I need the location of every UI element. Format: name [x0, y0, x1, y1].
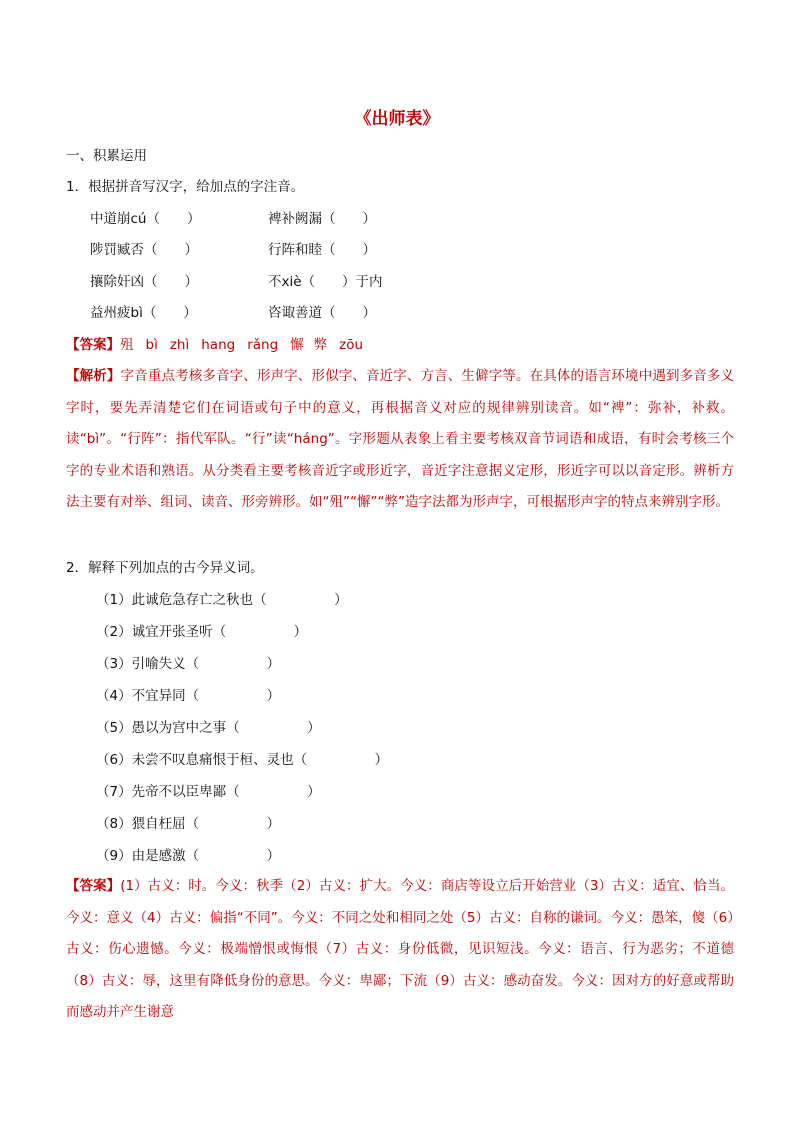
answer-value: bì [145, 337, 158, 353]
question-2-text: 2．解释下列加点的古今异义词。 [66, 560, 264, 576]
section-heading: 一、积累运用 [66, 148, 147, 164]
q1-item: 裨补阙漏（ ） [268, 211, 376, 227]
answer-value: 弊 [313, 337, 328, 353]
answer-value: 殂 [120, 337, 134, 353]
q1-item: 陟罚臧否（ ） [90, 242, 198, 258]
answer-text: (1）古义：时。今义：秋季（2）古义：扩大。今义：商店等设立后开始营业（3）古义：适宜、恰当。今义：意义（4）古义：偏指“不同”。今义：不同之处和相同之处（5）古义：自称的谦词。今义：愚笨，傻（6）古义：伤心遗憾。今义：极端憎恨或悔恨（7）古义：身份低微，见识短浅。今义：语言、行为恶劣；不道德（8）古义：辱，这里有降低身份的意思。今义：卑鄙；下流（9）古义：感动奋发。今义：因对方的好意或帮助而感动并产生谢意 [66, 878, 734, 1021]
q2-item: （9）由是感激（ ） [96, 848, 281, 864]
q2-item: （6）未尝不叹息痛恨于桓、灵也（ ） [96, 752, 389, 768]
q2-item: （3）引喻失义（ ） [96, 656, 281, 672]
q2-item: （7）先帝不以臣卑鄙（ ） [96, 784, 321, 800]
q2-item: （4）不宜异同（ ） [96, 688, 281, 704]
analysis-text: 字音重点考核多音字、形声字、形似字、音近字、方言、生僻字等。在具体的语言环境中遇到多音多义字时，要先弄清楚它们在词语或句子中的意义，再根据音义对应的规律辨别读音。如“裨”：弥补，补救。读“bì”。“行阵”：指代军队。“行”读“háng”。字形题从表象上看主要考核双音节词语和成语，有时会考核三个字的专业术语和熟语。从分类看主要考核音近字或形近字，音近字注意据义定形，形近字可以以音定形。辨析方法主要有对举、组词、读音、形旁辨形。如“殂”“懈”“弊”造字法都为形声字，可根据形声字的特点来辨别字形。 [66, 368, 735, 511]
answer-tag: 【答案】 [66, 337, 120, 353]
q1-item: 行阵和睦（ ） [268, 242, 376, 258]
page-title: 《出师表》 [354, 109, 440, 129]
q2-item: （8）猥自枉屈（ ） [96, 816, 281, 832]
q2-item: （5）愚以为宫中之事（ ） [96, 720, 321, 736]
q1-analysis [66, 361, 734, 519]
q2-answer [66, 871, 734, 1029]
q1-answer [66, 335, 746, 355]
analysis-tag: 【解析】 [66, 368, 121, 384]
answer-tag: 【答案】 [66, 878, 121, 894]
q1-item: 攘除奸凶（ ） [90, 274, 198, 290]
q2-item: （1）此诚危急存亡之秋也（ ） [96, 592, 348, 608]
answer-value: zōu [339, 337, 364, 353]
q1-item: 不xiè（ ）于内 [268, 274, 383, 290]
question-1-text: 1．根据拼音写汉字，给加点的字注音。 [66, 179, 305, 195]
q1-item: 益州疲bì（ ） [90, 305, 197, 321]
answer-value: zhì [169, 337, 190, 353]
q1-item: 咨诹善道（ ） [268, 305, 376, 321]
answer-value: rǎng [247, 337, 279, 353]
q2-item: （2）诚宜开张圣听（ ） [96, 624, 308, 640]
answer-value: 懈 [290, 337, 304, 353]
q1-item: 中道崩cú（ ） [90, 211, 201, 227]
answer-value: hang [201, 337, 236, 353]
